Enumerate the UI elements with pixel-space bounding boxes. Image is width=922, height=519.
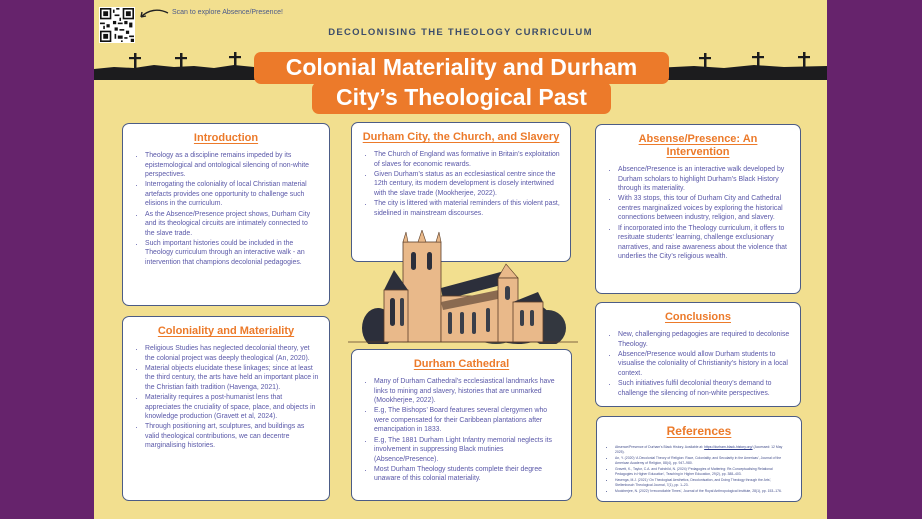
- absence-presence-card: [595, 124, 801, 294]
- list-item: • Many of Durham Cathedral’s ecclesiastical landmarks have links to mining and slavery, histories that are unmarked (Mookherjee, 2022).: [374, 377, 561, 406]
- list-item: • Such important histories could be included in the Theology curriculum through an interactive walk - an intervention that champions decolonial pedagogies.: [145, 239, 319, 268]
- list-item: • The city is littered with material reminders of this violent past, sidelined in mainstream discourses.: [374, 199, 560, 218]
- durham-city-heading: Durham City, the Church, and Slavery: [362, 131, 560, 143]
- cathedral-card: [351, 349, 572, 501]
- list-item: • Interrogating the coloniality of local Christian material artefacts provides one opportunity to challenge such elisions in the curriculum.: [145, 180, 319, 209]
- cathedral-illustration: [348, 230, 578, 344]
- absence-presence-list: [606, 165, 790, 262]
- list-item: • Most Durham Theology students complete their degree unaware of this colonial materiality.: [374, 465, 561, 484]
- poster-kicker: DECOLONISING THE THEOLOGY CURRICULUM: [328, 27, 593, 38]
- list-item: • The Church of England was formative in Britain’s exploitation of slaves for economic rewards.: [374, 150, 560, 169]
- reference-item: • Mookherjee, N. (2022) ‘Irreconcilable Times’, Journal of the Royal Anthropological Institute, 28(1), pp. 153–176.: [615, 489, 791, 494]
- list-item: • Such initiatives fulfil decolonial theory’s demand to challenge the silencing of non-white perspectives.: [618, 379, 790, 398]
- coloniality-card: [122, 316, 330, 501]
- list-item: • Absence/Presence would allow Durham students to visualise the coloniality of Christianity’s history in a local context.: [618, 350, 790, 379]
- conclusions-list: [606, 330, 790, 398]
- coloniality-heading: Coloniality and Materiality: [157, 325, 295, 337]
- conclusions-heading: Conclusions: [664, 311, 731, 323]
- curved-arrow-icon: [138, 9, 170, 21]
- cathedral-list: [362, 377, 561, 484]
- durham-city-list: [362, 150, 560, 218]
- list-item: • Given Durham’s status as an ecclesiastical centre since the 12th century, its modern development is closely intertwined with the slave trade (Mookherjee, 2022).: [374, 170, 560, 199]
- list-item: • If incorporated into the Theology curriculum, it offers to resituate students’ learning, challenge exclusionary narratives, and raise awareness about the violence that underlies the City’s religious wealth.: [618, 224, 790, 262]
- list-item: • Materiality requires a post-humanist lens that appreciates the cruciality of space, place, and objects in knowledge production (Gravett et al, 2024).: [145, 393, 319, 422]
- reference-text: (Accessed: 12 May 2025).: [615, 445, 783, 455]
- coloniality-list: [133, 344, 319, 451]
- list-item: • Religious Studies has neglected decolonial theory, yet the colonial project was deeply theological (An, 2020).: [145, 344, 319, 363]
- list-item: • Absence/Presence is an interactive walk developed by Durham scholars to highlight Durham’s Black History through its materiality.: [618, 165, 790, 194]
- references-heading: References: [666, 424, 732, 438]
- introduction-heading: Introduction: [193, 132, 259, 144]
- list-item: • Material objects elucidate these linkages; since at least the third century, the arts have held an important place in the Christian faith tradition (Havenga, 2021).: [145, 364, 319, 393]
- poster-title-line-2: City’s Theological Past: [312, 82, 611, 114]
- list-item: • Theology as a discipline remains impeded by its epistemological and ontological silencing of non-white perspectives.: [145, 151, 319, 180]
- reference-item: • Havenga, M.J. (2021) ‘On Theological Aesthetics, Decolonisation, and Doing Theology through the Arts’, Stellenbosch Theological Journal, 7(1), pp. 1–23.: [615, 478, 791, 488]
- absence-presence-heading: Absense/Presence: An Intervention: [638, 133, 758, 158]
- list-item: • Through positioning art, sculptures, and buildings as valid theological contributions, we can decentre marginalising histories.: [145, 422, 319, 451]
- poster: [94, 0, 827, 519]
- reference-item: [615, 445, 791, 455]
- cathedral-heading: Durham Cathedral: [413, 358, 510, 370]
- introduction-card: [122, 123, 330, 306]
- list-item: • New, challenging pedagogies are required to decolonise Theology.: [618, 330, 790, 349]
- reference-link[interactable]: https://durham-black-history.org/: [704, 445, 753, 449]
- conclusions-card: [595, 302, 801, 407]
- reference-text: Absence/Presence of Durham’s Black History. Available at:: [615, 445, 705, 449]
- reference-item: • An, Y. (2020) ‘A Decolonial Theory of Religion: Race, Coloniality, and Secularity in the Americas’, Journal of the American Academy of Religion, 88(4), pp. 947–980.: [615, 456, 791, 466]
- list-item: • E.g, The 1881 Durham Light Infantry memorial neglects its involvement in suppressing Black mutinies (Absence/Presence).: [374, 436, 561, 465]
- list-item: • As the Absence/Presence project shows, Durham City and its theological circuits are intimately connected to the slave trade.: [145, 210, 319, 239]
- references-card: [596, 416, 802, 502]
- list-item: • E.g, The Bishops’ Board features several clergymen who were compensated for their Caribbean plantations after emancipation in 1833.: [374, 406, 561, 435]
- list-item: • With 33 stops, this tour of Durham City and Cathedral centres marginalized voices by exploring the historical connections between industry, religion, and slavery.: [618, 194, 790, 223]
- references-list: [607, 445, 791, 494]
- introduction-list: [133, 151, 319, 268]
- poster-title-line-1: Colonial Materiality and Durham: [254, 52, 669, 84]
- reference-item: • Gravett, K., Taylor, C.A. and Fairchild, N. (2024) ‘Pedagogies of Mattering: Re-Conceptualising Relational Pedagogies in Higher Education’, Teaching in Higher Education, 29(2), pp. 388–403.: [615, 467, 791, 477]
- qr-caption: Scan to explore Absence/Presence!: [172, 9, 283, 16]
